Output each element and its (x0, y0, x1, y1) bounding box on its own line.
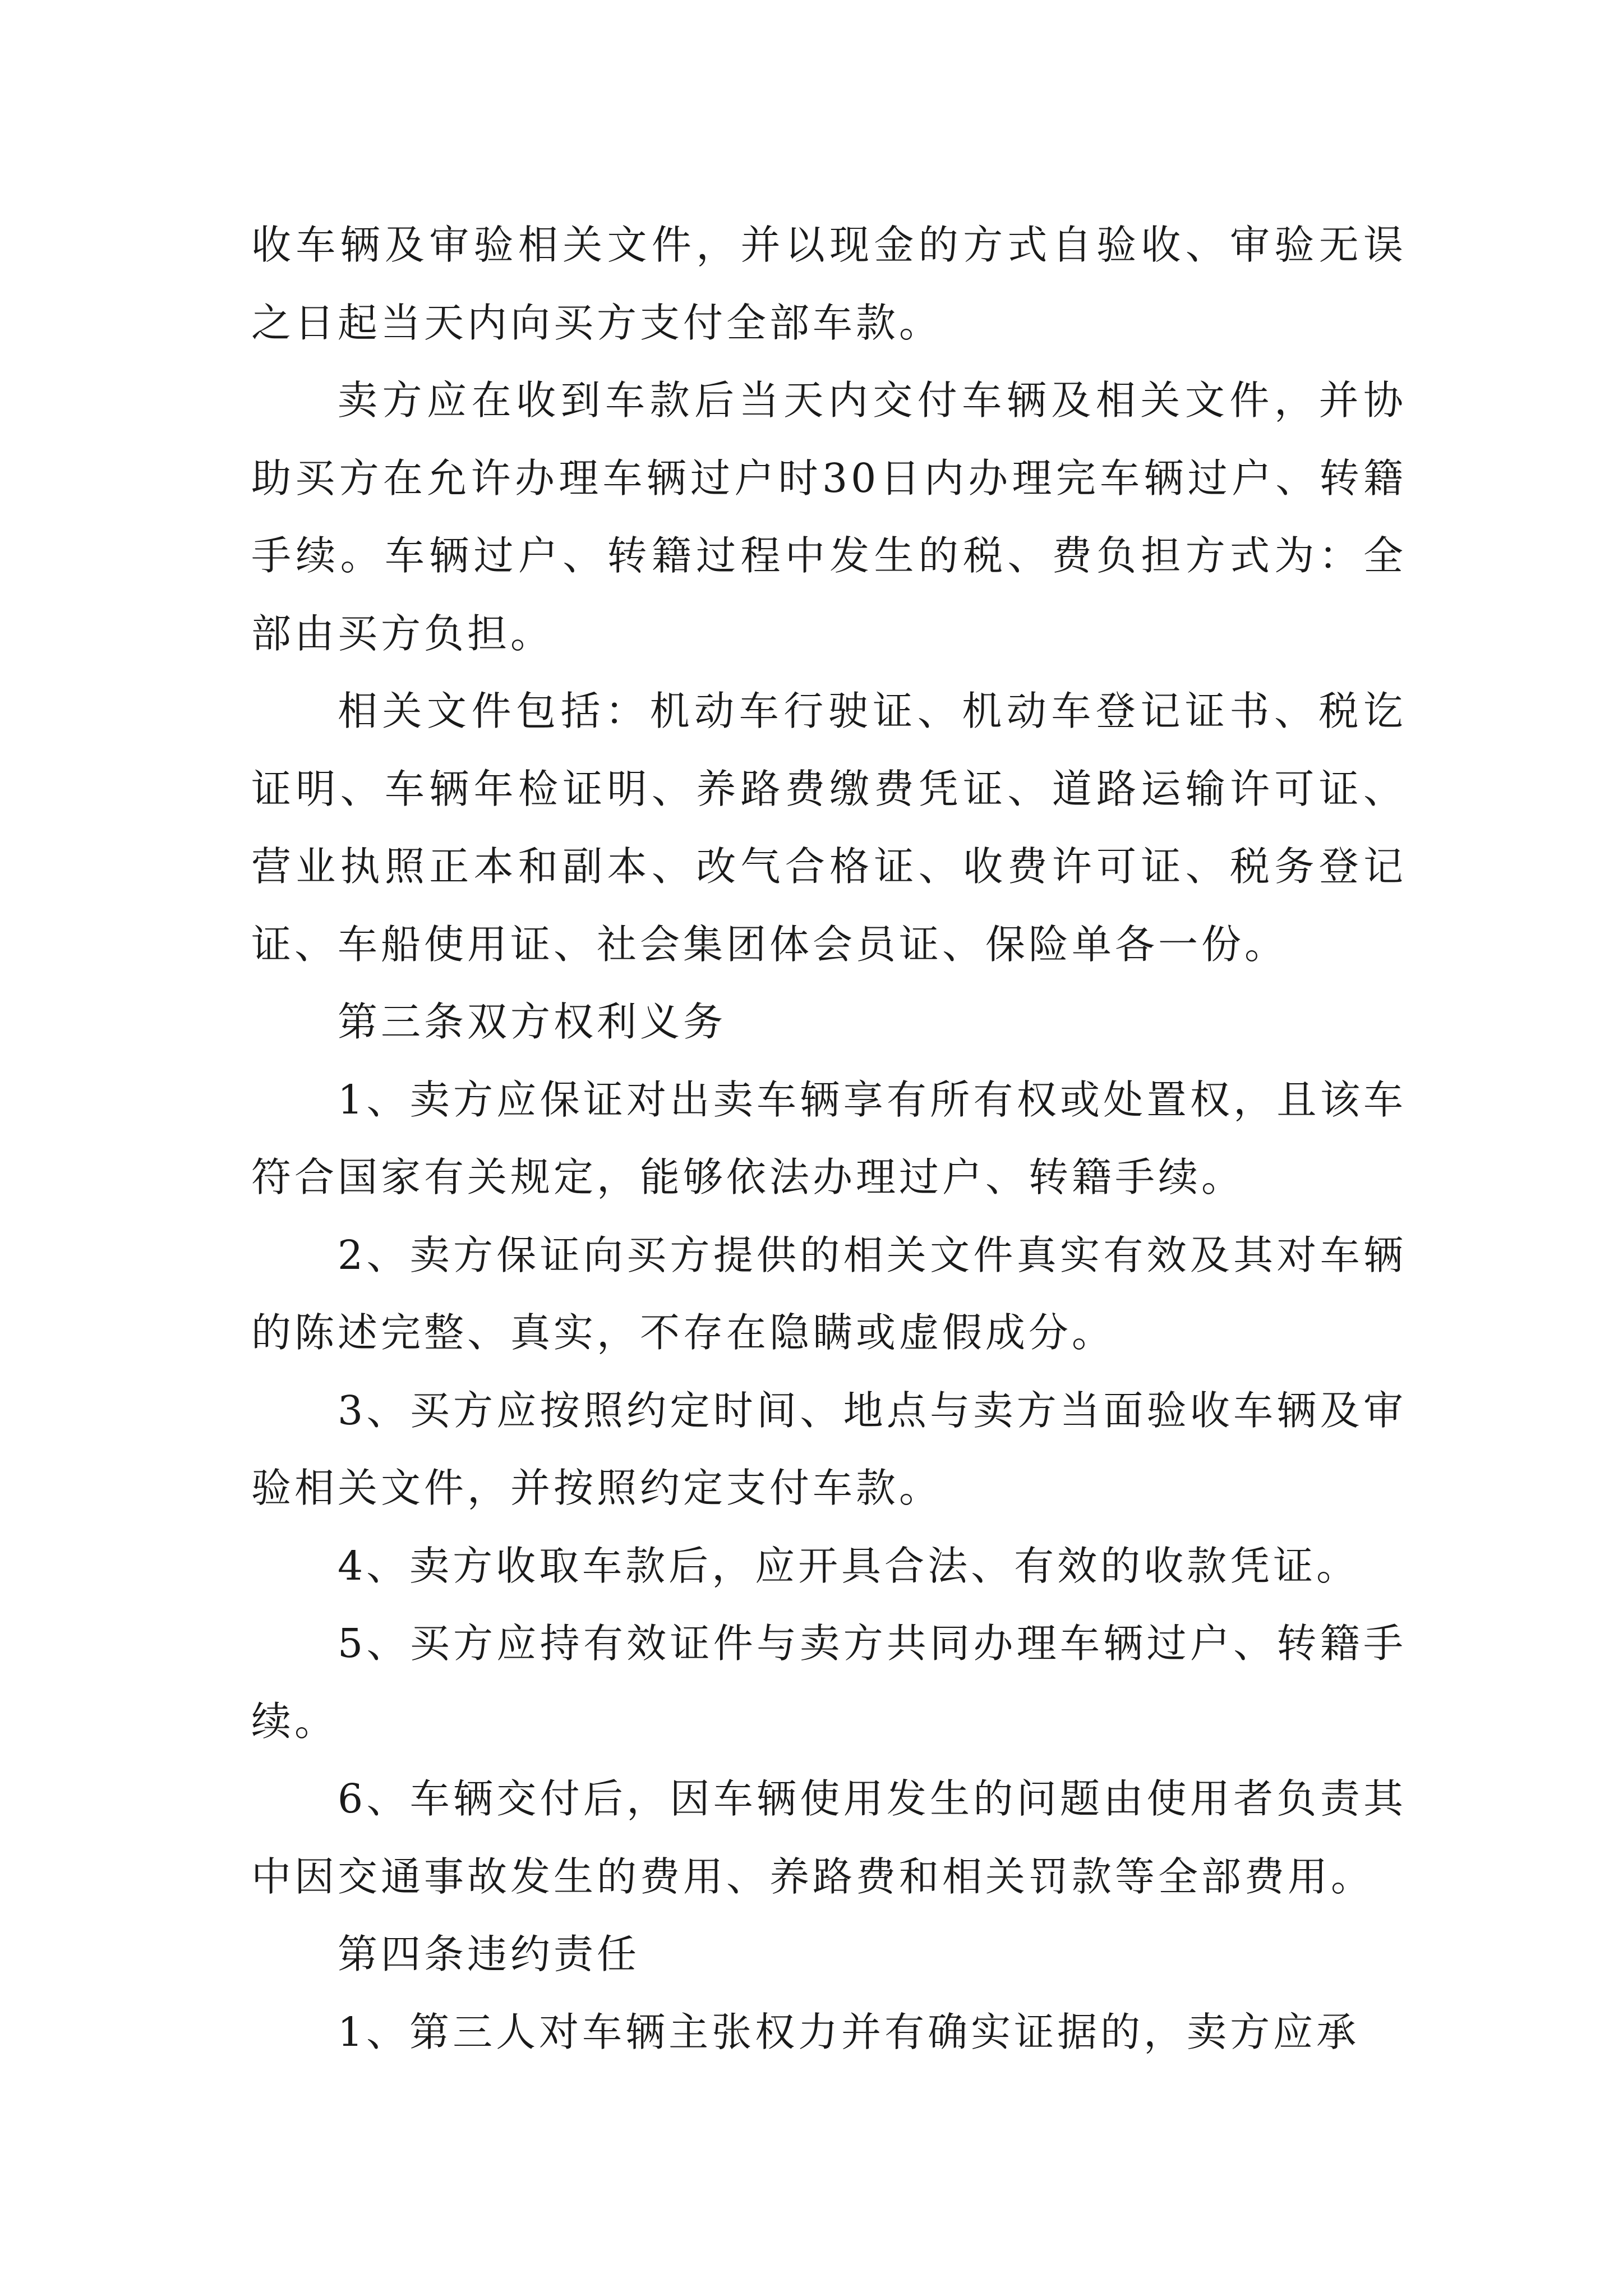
section-heading-article-3: 第三条双方权利义务 (338, 999, 727, 1045)
clause-3-4: 4、卖方收取车款后，应开具合法、有效的收款凭证。 (338, 1542, 1360, 1589)
clause-3-3: 3、买方应按照约定时间、地点与卖方当面验收车辆及审验相关文件，并按照约定支付车款。 (251, 1387, 1407, 1511)
clause-3-2: 2、卖方保证向买方提供的相关文件真实有效及其对车辆的陈述完整、真实，不存在隐瞒或虚假成分。 (251, 1231, 1407, 1356)
paragraph-payment-terms: 收车辆及审验相关文件，并以现金的方式自验收、审验无误之日起当天内向买方支付全部车款。 (251, 222, 1407, 346)
paragraph-delivery-transfer: 卖方应在收到车款后当天内交付车辆及相关文件，并协助买方在允许办理车辆过户时30日内办理完车辆过户、转籍手续。车辆过户、转籍过程中发生的税、费负担方式为：全部由买方负担。 (251, 377, 1407, 657)
document-body (251, 206, 1407, 2071)
paragraph-related-documents: 相关文件包括：机动车行驶证、机动车登记证书、税讫证明、车辆年检证明、养路费缴费凭证、道路运输许可证、营业执照正本和副本、改气合格证、收费许可证、税务登记证、车船使用证、社会集团体会员证、保险单各一份。 (251, 688, 1407, 968)
section-heading-article-4: 第四条违约责任 (338, 1931, 640, 1977)
clause-3-5: 5、买方应持有效证件与卖方共同办理车辆过户、转籍手续。 (251, 1620, 1407, 1745)
clause-4-1: 1、第三人对车辆主张权力并有确实证据的，卖方应承 (338, 2008, 1360, 2055)
clause-3-1: 1、卖方应保证对出卖车辆享有所有权或处置权，且该车符合国家有关规定，能够依法办理过户、转籍手续。 (251, 1076, 1407, 1200)
clause-3-6: 6、车辆交付后，因车辆使用发生的问题由使用者负责其中因交通事故发生的费用、养路费和相关罚款等全部费用。 (251, 1775, 1407, 1900)
